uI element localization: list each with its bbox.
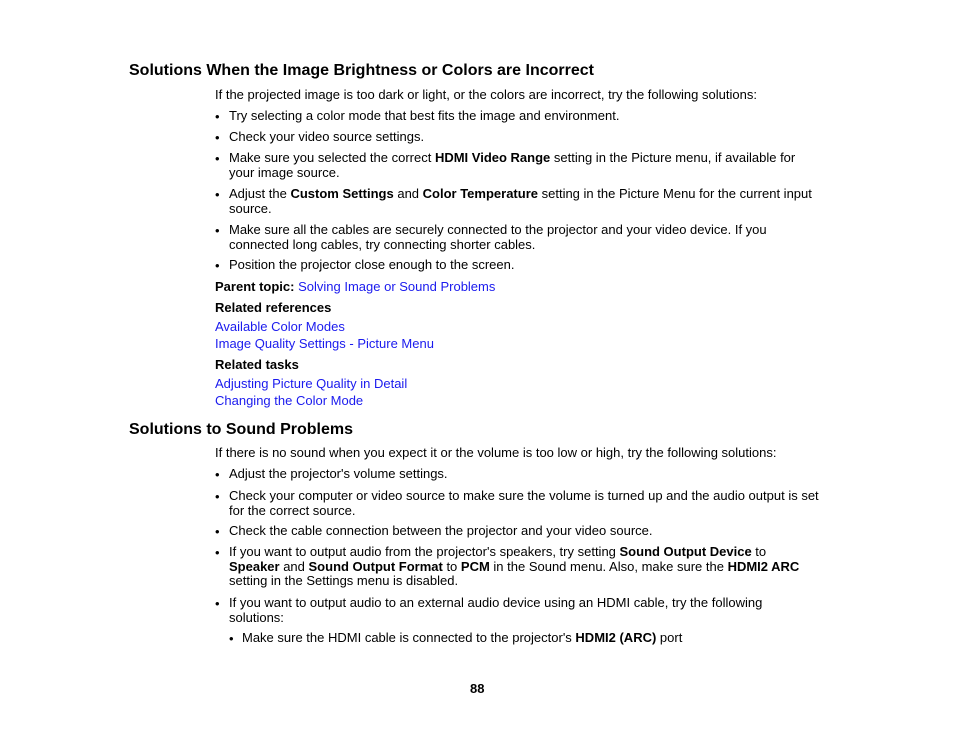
setting-name: Sound Output Format (308, 558, 443, 574)
related-tasks-label: Related tasks (215, 357, 299, 372)
bullet-marker: • (215, 258, 220, 273)
bullet-marker: • (229, 631, 234, 646)
list-item-text: in the Sound menu. Also, make sure the (489, 558, 728, 574)
setting-name: Color Temperature (422, 186, 538, 201)
list-item (229, 151, 795, 180)
bullet-marker: • (215, 467, 220, 482)
setting-name: Custom Settings (290, 186, 394, 201)
list-item (229, 545, 799, 589)
setting-name: Sound Output Device (619, 544, 752, 559)
link-available-color-modes[interactable]: Available Color Modes (215, 319, 345, 334)
list-item-text: and (393, 186, 423, 201)
section-intro: If there is no sound when you expect it or the volume is too low or high, try the following solutions: (215, 445, 777, 460)
parent-topic (215, 280, 495, 295)
list-item-text: to (442, 558, 461, 574)
list-item-text: Check your computer or video source to make sure the volume is turned up and the audio output is set (229, 488, 819, 503)
list-item (229, 223, 767, 252)
parent-topic-link[interactable]: Solving Image or Sound Problems (298, 279, 496, 294)
list-item-text: Make sure you selected the correct (229, 150, 435, 165)
bullet-marker: • (215, 545, 220, 560)
link-image-quality-settings[interactable]: Image Quality Settings - Picture Menu (215, 336, 434, 351)
list-item: Position the projector close enough to the screen. (229, 257, 515, 272)
list-item-text: your image source. (229, 164, 340, 180)
section-heading-sound-problems: Solutions to Sound Problems (129, 421, 353, 438)
list-item-text: solutions: (229, 609, 284, 625)
bullet-marker: • (215, 489, 220, 504)
bullet-marker: • (215, 596, 220, 611)
section-intro: If the projected image is too dark or light, or the colors are incorrect, try the following solutions: (215, 87, 757, 102)
page-number: 88 (470, 681, 485, 696)
bullet-marker: • (215, 187, 220, 202)
list-item-text: to (751, 544, 767, 559)
link-changing-color-mode[interactable]: Changing the Color Mode (215, 393, 364, 408)
list-item: Adjust the projector's volume settings. (229, 466, 448, 481)
list-item-text: Make sure the HDMI cable is connected to the projector's (242, 630, 576, 645)
list-item-text: source. (229, 200, 272, 216)
list-item-text: connected long cables, try connecting shorter cables. (229, 236, 536, 252)
list-item-text: port (656, 630, 683, 645)
list-item-text: setting in the Picture Menu for the current input (538, 186, 812, 201)
list-item-text: If you want to output audio to an external audio device using an HDMI cable, try the following (229, 595, 763, 610)
list-item (229, 596, 762, 625)
list-item (229, 187, 812, 216)
section-heading-brightness-colors: Solutions When the Image Brightness or Colors are Incorrect (129, 62, 594, 79)
setting-value: PCM (460, 558, 490, 574)
list-item-text: If you want to output audio from the projector's speakers, try setting (229, 544, 620, 559)
list-item (229, 489, 819, 518)
list-item-text: Make sure all the cables are securely connected to the projector and your video device. If you (229, 222, 767, 237)
bullet-marker: • (215, 109, 220, 124)
setting-name: HDMI2 ARC (727, 558, 800, 574)
bullet-marker: • (215, 223, 220, 238)
list-item: Try selecting a color mode that best fits the image and environment. (229, 108, 620, 123)
link-adjusting-picture-quality[interactable]: Adjusting Picture Quality in Detail (215, 376, 408, 391)
setting-name: HDMI Video Range (434, 150, 551, 165)
bullet-marker: • (215, 524, 220, 539)
related-references-label: Related references (215, 300, 332, 315)
list-item-text: setting in the Picture menu, if available for (550, 150, 796, 165)
list-item: Check your video source settings. (229, 129, 425, 144)
setting-value: Speaker (229, 558, 280, 574)
bullet-marker: • (215, 151, 220, 166)
sub-list-item (242, 631, 682, 646)
list-item-text: and (279, 558, 309, 574)
list-item-text: Adjust the (229, 186, 291, 201)
port-name: HDMI2 (ARC) (575, 630, 657, 645)
bullet-marker: • (215, 130, 220, 145)
list-item-text: setting in the Settings menu is disabled. (229, 573, 459, 588)
list-item: Check the cable connection between the projector and your video source. (229, 523, 653, 538)
parent-topic-label: Parent topic: (215, 279, 295, 294)
list-item-text: for the correct source. (229, 502, 356, 518)
